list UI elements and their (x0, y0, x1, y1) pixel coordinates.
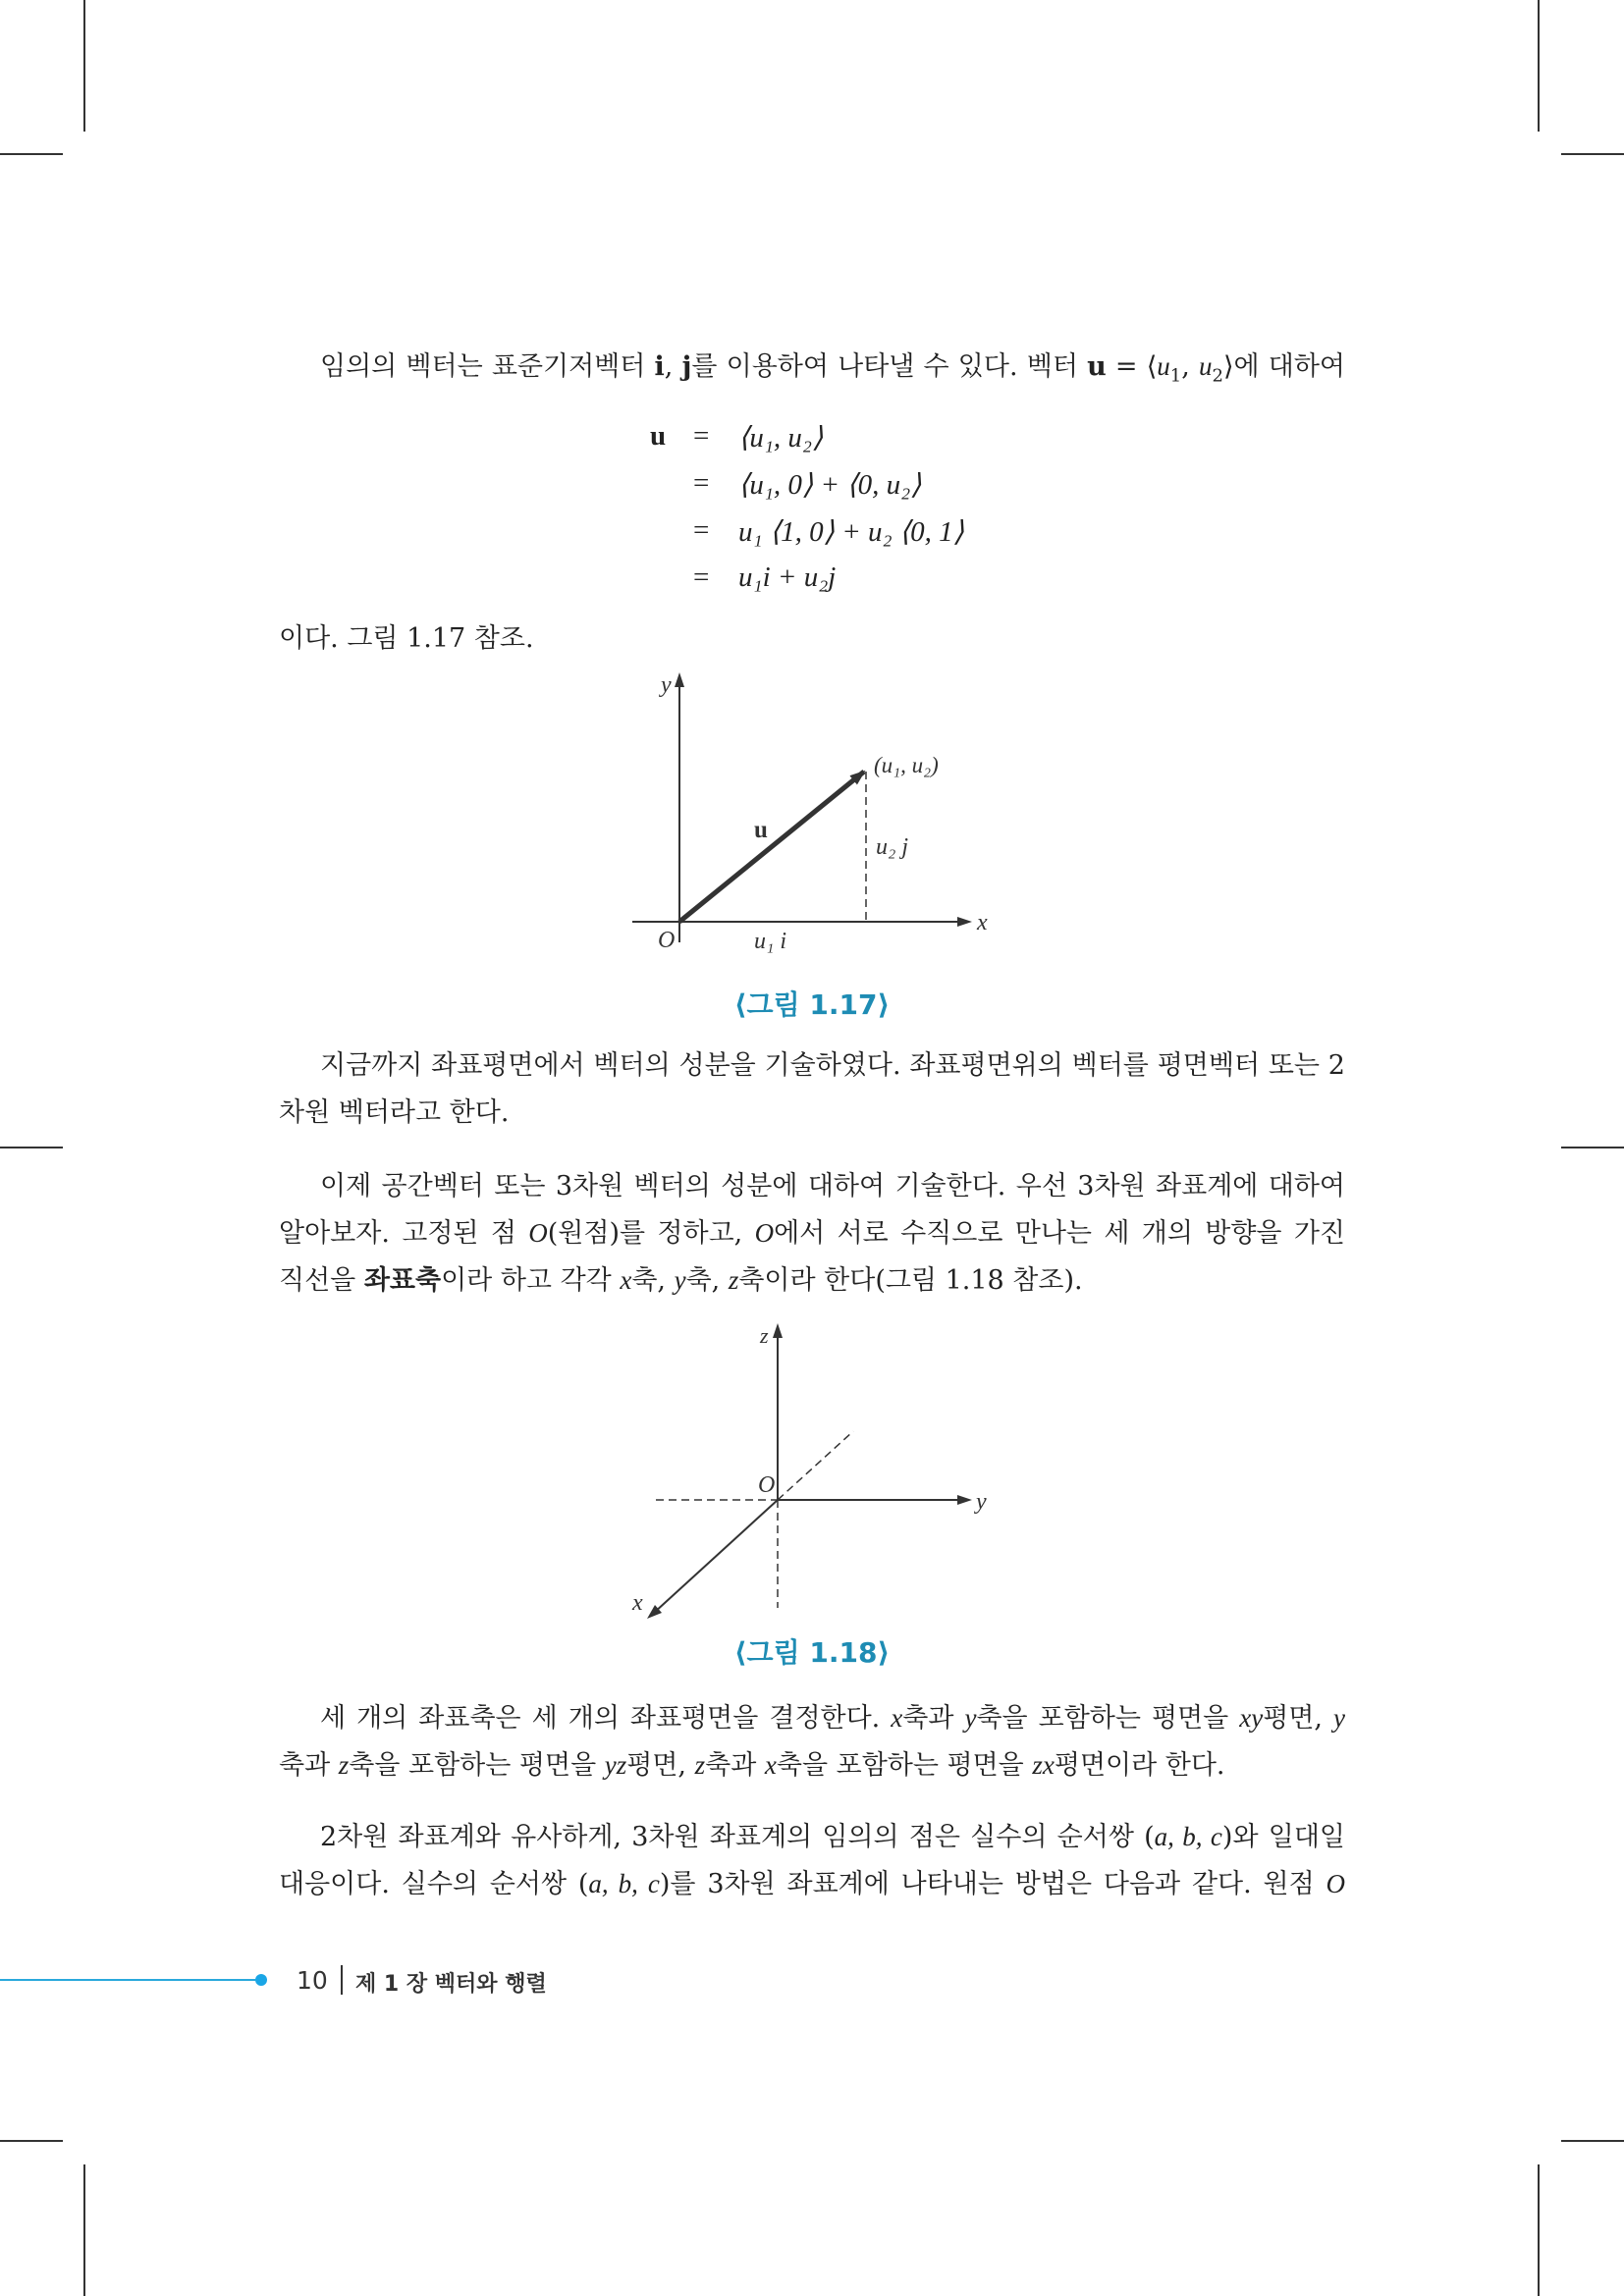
math: z (338, 1750, 350, 1780)
math: yz (604, 1750, 627, 1780)
vertical-component-label: u₂ j (876, 834, 909, 860)
text: )를 3차원 좌표계에 나타내는 방법은 다음과 같다. 원점 (659, 1869, 1326, 1899)
math-origin: O (754, 1218, 775, 1248)
text: 알아보자. 고정된 점 (279, 1218, 529, 1249)
horizontal-component-label: u₁ i (754, 929, 787, 954)
math-origin: O (528, 1218, 548, 1248)
text: 2차원 좌표계와 유사하게, 3차원 좌표계의 임의의 점은 실수의 순서쌍 ( (320, 1822, 1155, 1852)
equation-rhs-3: u₁ ⟨1, 0⟩ + u₂ ⟨0, 1⟩ (738, 516, 964, 548)
paragraph-3-line-2 (279, 1220, 1345, 1247)
math: z (694, 1750, 706, 1780)
text: 축이라 한다(그림 1.18 참조). (738, 1265, 1083, 1296)
text: 직선을 (279, 1265, 364, 1296)
text: 축, (631, 1265, 675, 1296)
crop-mark-bottom-left-v (83, 2164, 85, 2296)
y-axis-label: y (976, 1489, 987, 1515)
paragraph-4-line-1 (279, 1705, 1345, 1732)
subscript: 2 (1212, 365, 1223, 387)
text: 를 이용하여 나타낼 수 있다. 벡터 (691, 351, 1088, 382)
text: , (664, 351, 682, 382)
crop-mark-mid-right-h (1561, 1147, 1624, 1148)
paragraph-4-line-2 (279, 1752, 1345, 1779)
math: xy (1239, 1703, 1264, 1733)
math: u (1157, 351, 1170, 381)
origin-label: O (758, 1472, 776, 1498)
paragraph-5-line-1 (279, 1824, 1345, 1850)
equation-eq-4: = (693, 561, 710, 593)
z-axis-label: z (760, 1323, 769, 1348)
text: )와 일대일 (1221, 1822, 1346, 1852)
math-origin: O (1326, 1869, 1345, 1898)
page-number: 10 (297, 1966, 328, 1995)
footer-dot-icon (255, 1974, 267, 1986)
equation-eq-1: = (693, 420, 710, 452)
crop-mark-bottom-right-v (1538, 2164, 1540, 2296)
figure-1-17 (0, 0, 1624, 1080)
text: , (1181, 351, 1199, 382)
paragraph-2-line-2: 차원 벡터라고 한다. (279, 1097, 510, 1128)
text: 임의의 벡터는 표준기저벡터 (320, 351, 655, 382)
term-coordinate-axis: 좌표축 (363, 1265, 442, 1296)
math: y (1333, 1703, 1345, 1733)
math: y (674, 1265, 686, 1295)
paragraph-2-line-1: 지금까지 좌표평면에서 벡터의 성분을 기술하였다. 좌표평면위의 벡터를 평면벡터 또는 2 (320, 1050, 1345, 1081)
y-axis-3d (778, 1495, 972, 1505)
footer-separator (341, 1965, 343, 1995)
text: 이라 하고 각각 (441, 1265, 621, 1296)
negative-x-dashed (778, 1431, 853, 1500)
figure-1-18-caption: ⟨그림 1.18⟩ (733, 1636, 891, 1669)
equation-eq-3: = (693, 514, 710, 546)
text: 축, (685, 1265, 729, 1296)
vector-u-arrow (679, 772, 864, 922)
text: 축과 (902, 1703, 965, 1734)
figure-1-18 (0, 1276, 1624, 1649)
text: 평면, (1263, 1703, 1334, 1734)
math: x (764, 1750, 777, 1780)
endpoint-label: (u₁, u₂) (874, 753, 939, 777)
y-axis (675, 672, 684, 942)
crop-mark-bottom-right-h (1561, 2140, 1624, 2142)
math: u (1198, 351, 1213, 381)
equation-rhs-1: ⟨u₁, u₂⟩ (738, 422, 824, 454)
text: = ⟨ (1106, 351, 1158, 382)
math: y (964, 1703, 977, 1733)
math: a, b, c (588, 1869, 660, 1898)
text: 축과 (279, 1750, 339, 1781)
text: 대응이다. 실수의 순서쌍 ( (279, 1869, 589, 1899)
text: 축과 (705, 1750, 765, 1781)
text: 축을 포함하는 평면을 (776, 1750, 1033, 1781)
paragraph-5-line-2 (279, 1871, 1345, 1897)
footer-rule (0, 1979, 255, 1981)
crop-mark-bottom-left-h (0, 2140, 63, 2142)
y-axis-label: y (661, 672, 672, 698)
vector-u: u (1087, 351, 1107, 382)
math: x (891, 1703, 903, 1733)
equation-rhs-2: ⟨u₁, 0⟩ + ⟨0, u₂⟩ (738, 469, 922, 501)
math: zx (1032, 1750, 1055, 1780)
text: 축을 포함하는 평면을 (349, 1750, 605, 1781)
crop-mark-mid-left-h (0, 1147, 63, 1148)
x-axis-label: x (632, 1590, 643, 1616)
text: 에서 서로 수직으로 만나는 세 개의 방향을 가진 (774, 1218, 1345, 1249)
x-axis-3d (647, 1500, 778, 1619)
x-axis-label: x (977, 910, 988, 935)
equation-eq-2: = (693, 467, 710, 499)
text: (원점)를 정하고, (547, 1218, 755, 1249)
basis-i: i (654, 351, 665, 382)
text: 축을 포함하는 평면을 (976, 1703, 1240, 1734)
math: z (728, 1265, 739, 1295)
origin-label: O (658, 928, 676, 953)
math: a, b, c (1154, 1822, 1222, 1851)
text: 평면이라 한다. (1054, 1750, 1225, 1781)
equation-lhs: u (650, 420, 667, 452)
paragraph-3-line-1: 이제 공간벡터 또는 3차원 벡터의 성분에 대하여 기술한다. 우선 3차원 좌표계에 대하여 (320, 1171, 1345, 1201)
text: 평면, (626, 1750, 695, 1781)
vector-label: u (754, 817, 768, 843)
math: x (620, 1265, 632, 1295)
text: ⟩에 대하여 (1222, 351, 1345, 382)
equation-rhs-4: u₁i + u₂j (738, 561, 837, 593)
paragraph-1-end: 이다. 그림 1.17 참조. (279, 623, 534, 654)
subscript: 1 (1169, 365, 1182, 387)
chapter-title: 제 1 장 벡터와 행렬 (355, 1972, 547, 1997)
basis-j: j (681, 351, 692, 382)
figure-1-17-caption: ⟨그림 1.17⟩ (733, 988, 891, 1021)
text: 세 개의 좌표축은 세 개의 좌표평면을 결정한다. (320, 1703, 892, 1734)
